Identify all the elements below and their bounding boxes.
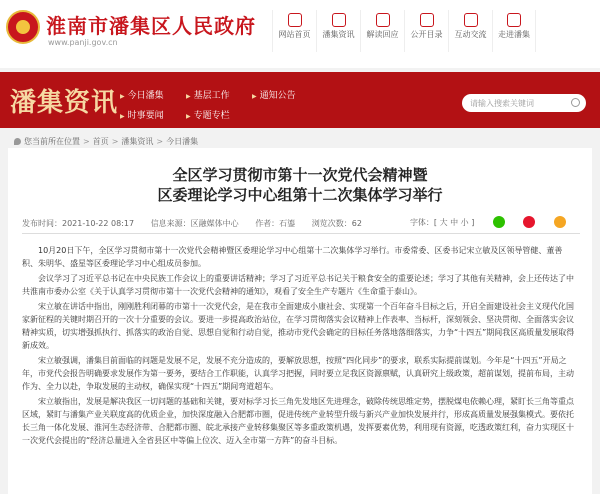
font-size-control[interactable]: 字体：[ 大 中 小 ] xyxy=(409,217,475,227)
quick-nav-catalog[interactable]: 公开目录 xyxy=(404,10,448,52)
paragraph: 宋立敏指出，发展是解决我区一切问题的基础和关键，要对标学习长三角先发地区先进理念，破除传统思维定势，摆脱煤电依赖心理，紧盯长三角等重点区域，紧盯与潘集产业关联度高的优质企业，加快深度融入合肥都市圈，促进传统产业转型升级与新兴产业加快发展并行，形成高质量发展强集模式。要依托长三角一体化发展、淮河生态经济带、合肥都市圈、皖北承接产业转移集聚区等多重政策机遇，发挥要素优势，利用现有资源，吃透政策红利，奋力实现区十一次党代会提出的“经济总量进入全省县区中等偏上位次、迈入全市第一方阵”的奋斗目标。 xyxy=(22,397,574,445)
site-title: 淮南市潘集区人民政府 xyxy=(46,14,256,38)
menu-current-affairs[interactable]: ▶ 时事要闻 xyxy=(120,108,164,121)
chat-icon xyxy=(464,13,478,27)
menu-grassroots-work[interactable]: ▶ 基层工作 xyxy=(186,88,230,101)
author: 作者：石鎏 xyxy=(255,219,296,228)
news-icon xyxy=(332,13,346,27)
breadcrumb-today[interactable]: 今日潘集 xyxy=(166,137,199,146)
location-icon xyxy=(14,138,21,145)
section-banner xyxy=(0,72,600,128)
paragraph: 会议学习了习近平总书记在中央民族工作会议上的重要讲话精神；学习了习近平总书记关于粮食安全的重要论述；学习了其他有关精神，会上还传达了中共淮南市委办公室《关于认真学习贯彻市第十一次党代会精神的通知》，观看了安全生产专题片《生命重于泰山》。 xyxy=(22,274,574,296)
interpretation-icon xyxy=(376,13,390,27)
publish-date: 发布时间：2021-10-22 08:17 xyxy=(22,219,135,228)
quick-nav-about[interactable]: 走进潘集 xyxy=(492,10,536,52)
article-title-line2: 区委理论学习中心组第十二次集体学习举行 xyxy=(157,186,443,204)
catalog-icon xyxy=(420,13,434,27)
menu-special-topics[interactable]: ▶ 专题专栏 xyxy=(186,108,230,121)
government-emblem-logo xyxy=(6,10,40,44)
home-icon xyxy=(288,13,302,27)
breadcrumb-home[interactable]: 首页 xyxy=(92,137,109,146)
quick-nav-home[interactable]: 网站首页 xyxy=(272,10,316,52)
site-header xyxy=(0,0,600,68)
article-meta xyxy=(22,218,580,234)
quick-nav-interpretation[interactable]: 解读回应 xyxy=(360,10,404,52)
view-count: 浏览次数：62 xyxy=(311,219,362,228)
site-url: www.panji.gov.cn xyxy=(48,38,118,47)
quick-nav xyxy=(272,10,536,52)
breadcrumb: 您当前所在位置 > 首页 > 潘集资讯 > 今日潘集 xyxy=(14,136,198,147)
section-title: 潘集资讯 xyxy=(10,88,119,118)
menu-notices[interactable]: ▶ 通知公告 xyxy=(252,88,296,101)
paragraph: 宋立敏在讲话中指出，刚刚胜利闭幕的市第十一次党代会，是在我市全面建成小康社会、实现第一个百年奋斗目标之后，开启全面建设社会主义现代化国家新征程的关键时期召开的一次十分重要的会议。要进一步提高政治站位，在学习贯彻落实会议精神上作表率、当标杆，深刻领会、坚决贯彻、全面落实会议精神实质，切实增强抓执行、抓落实的政治自觉、思想自觉和行动自觉，推动市党代会确定的目标任务落地落细落实，力争“十四五”期间我区高质量发展取得新成效。 xyxy=(22,302,575,350)
menu-today-panji[interactable]: ▶ 今日潘集 xyxy=(120,88,164,101)
wechat-share-icon[interactable] xyxy=(493,216,505,228)
info-source: 信息来源：区融媒体中心 xyxy=(150,219,239,228)
article-panel xyxy=(8,148,592,494)
map-icon xyxy=(507,13,521,27)
qzone-share-icon[interactable] xyxy=(554,216,566,228)
quick-nav-interaction[interactable]: 互动交流 xyxy=(448,10,492,52)
quick-nav-news[interactable]: 潘集资讯 xyxy=(316,10,360,52)
paragraph: 10月20日下午，全区学习贯彻市第十一次党代会精神暨区委理论学习中心组第十二次集体学习举行。市委常委、区委书记宋立敏及区领导管健、董善积、朱明华、盛星等区委理论学习中心组成员参加。 xyxy=(22,246,563,268)
search-icon[interactable] xyxy=(571,98,580,107)
weibo-share-icon[interactable] xyxy=(523,216,535,228)
article-body xyxy=(22,244,578,449)
article-title-line1: 全区学习贯彻市第十一次党代会精神暨 xyxy=(172,166,428,184)
search-input[interactable]: 请输入搜索关键词 xyxy=(462,94,586,112)
paragraph: 宋立敏强调，潘集目前面临的问题是发展不足，发展不充分造成的，要解放思想，按照“四化同步”的要求，联系实际提前谋划。今年是“十四五”开局之年，市党代会报告明确要求发展作为第一要务，要结合工作职能，认真学习把握，同时要立足我区资源禀赋，认真研究上级政策，超前谋划，提前布局，主动作为、全力以赴，争取发展的主动权，确保实现“十四五”期间弯道超车。 xyxy=(22,356,574,391)
breadcrumb-news[interactable]: 潘集资讯 xyxy=(121,137,154,146)
